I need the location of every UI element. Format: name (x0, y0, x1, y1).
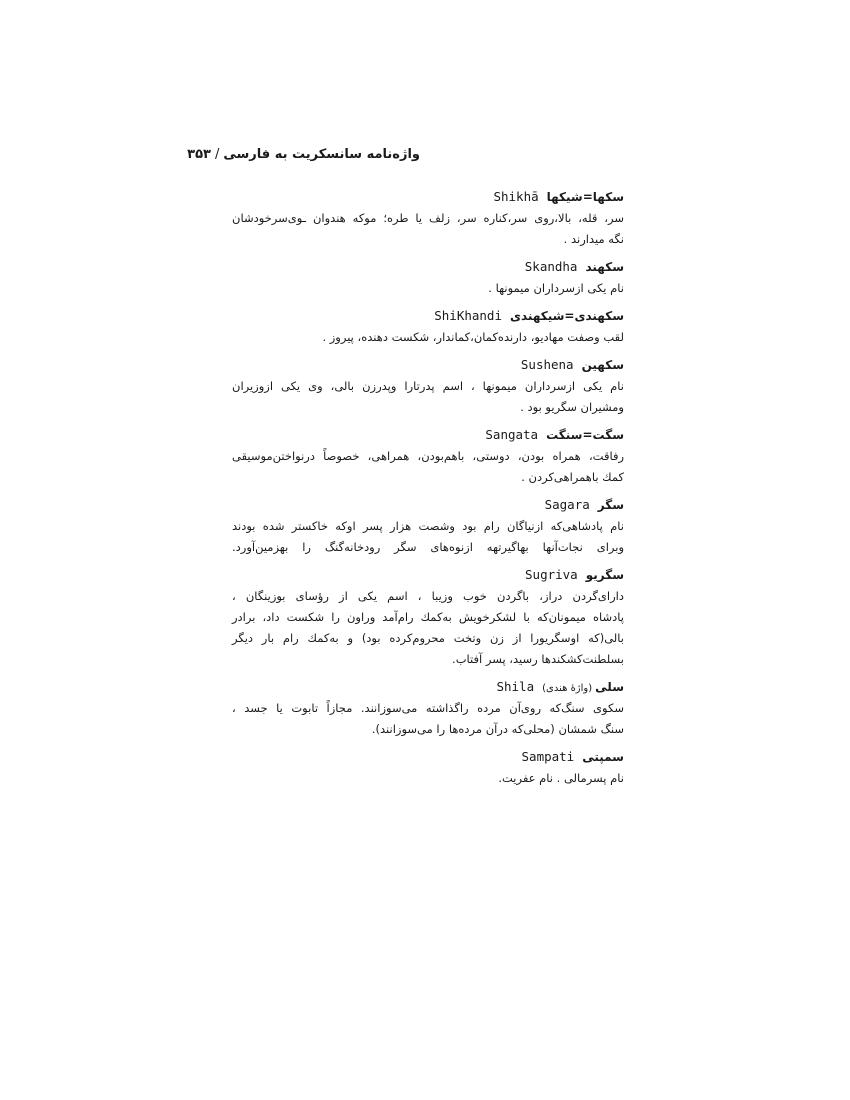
definition-line: نام پادشاهی‌که ازنیاگان رام بود وشصت هزار پسر اوکه خاکستر شده بودند (232, 519, 624, 533)
headword-latin: Sushena (520, 357, 574, 372)
entry-heading (232, 564, 624, 586)
definition-line: بالی(که اوسگریورا از زن وتخت محروم‌کرده بود) و به‌کمك رام بار دیگر (232, 631, 624, 645)
headword-persian: سکهین (581, 358, 624, 372)
entry-heading (232, 354, 624, 376)
headword-persian: سلی (595, 680, 624, 694)
entry-heading (232, 494, 624, 516)
headword-persian: سمپتی (582, 750, 624, 764)
page-number: ۳۵۳ (187, 147, 211, 162)
headword-persian: سکهند (585, 260, 624, 274)
headword-note: (واژهٔ هندی) (542, 683, 593, 694)
definition-line: بسلطنت‌کشکندها رسید، پسر آفتاب. (452, 652, 624, 666)
headword-latin: Skandha (524, 259, 578, 274)
dictionary-entry (232, 424, 624, 488)
headword-latin: Shikhā (493, 189, 539, 204)
dictionary-entry (232, 256, 624, 299)
dictionary-entry (232, 564, 624, 670)
entry-definition (232, 768, 624, 789)
dictionary-entry (232, 186, 624, 250)
entry-definition (232, 698, 624, 740)
headword-persian: سکها=شیکها (546, 190, 624, 204)
definition-line: نگه میدارند . (563, 232, 624, 246)
headword-persian: سگر (597, 498, 624, 512)
entry-heading (232, 746, 624, 768)
entry-heading (232, 305, 624, 327)
headword-persian: سگریو (585, 568, 624, 582)
entry-definition (232, 376, 624, 418)
entry-definition (232, 208, 624, 250)
header-title: واژه‌نامه سانسکریت به فارسی (223, 147, 420, 162)
running-header (187, 147, 420, 169)
dictionary-entry (232, 305, 624, 348)
headword-latin: Sangata (485, 427, 539, 442)
headword-latin: Shila (496, 679, 535, 694)
dictionary-entry (232, 494, 624, 558)
definition-line: لقب وصفت مهادیو، دارنده‌کمان،کماندار، شکست دهنده، پیروز . (322, 330, 624, 344)
entry-definition (232, 446, 624, 488)
entry-heading (232, 186, 624, 208)
definition-line: سنگ شمشان (محلی‌که درآن مرده‌ها را می‌سوزانند). (371, 722, 624, 736)
headword-latin: Sampati (521, 749, 575, 764)
headword-latin: Sagara (544, 497, 590, 512)
definition-line: نام یکی ازسرداران میمونها ، اسم پدرتارا وپدرزن بالی، وی یکی ازوزیران (232, 379, 624, 393)
definition-line: سر، قله، بالا،روی سر،کناره سر، زلف یا طره؛ موکه هندوان ـوی‌سرخودشان (232, 211, 624, 225)
headword-persian: سکهندی=شیکهندی (509, 309, 624, 323)
entry-heading (232, 424, 624, 446)
entry-heading (232, 256, 624, 278)
headword-latin: Sugriva (525, 567, 578, 582)
dictionary-entry (232, 354, 624, 418)
header-separator: / (214, 147, 220, 162)
definition-line: پادشاه میمونان‌که با لشکرخویش به‌کمك رام‌آمد وراون را شکست داد، برادر (232, 610, 624, 624)
definition-line: نام یکی ازسرداران میمونها . (488, 281, 624, 295)
entry-definition (232, 278, 624, 299)
entry-definition (232, 327, 624, 348)
entry-heading (232, 676, 624, 698)
dictionary-content (232, 186, 624, 795)
entry-definition (232, 516, 624, 558)
definition-line: سکوی سنگ‌که روی‌آن مرده راگذاشته می‌سوزانند. مجازاً تابوت یا جسد ، (232, 701, 624, 715)
definition-line: کمك باهمراهی‌کردن . (521, 470, 624, 484)
dictionary-entry (232, 676, 624, 740)
definition-line: ومشیران سگریو بود . (520, 400, 624, 414)
headword-latin: ShiKhandi (434, 308, 502, 323)
definition-line: دارای‌گردن دراز، باگردن خوب وزیبا ، اسم یکی از رؤسای بوزینگان ، (232, 589, 624, 603)
headword-persian: سگت=سنگت (546, 428, 624, 442)
definition-line: رفاقت، همراه بودن، دوستی، باهم‌بودن، همراهی، خصوصاً درنواختن‌موسیقی (232, 449, 624, 463)
entry-definition (232, 586, 624, 670)
definition-line: وبرای نجات‌آنها بهاگیرتهه ازنوه‌های سگر رودخانه‌گنگ را بهزمین‌آورد. (232, 540, 624, 554)
dictionary-entry (232, 746, 624, 789)
definition-line: نام پسرمالی . نام عفریت. (498, 771, 624, 785)
